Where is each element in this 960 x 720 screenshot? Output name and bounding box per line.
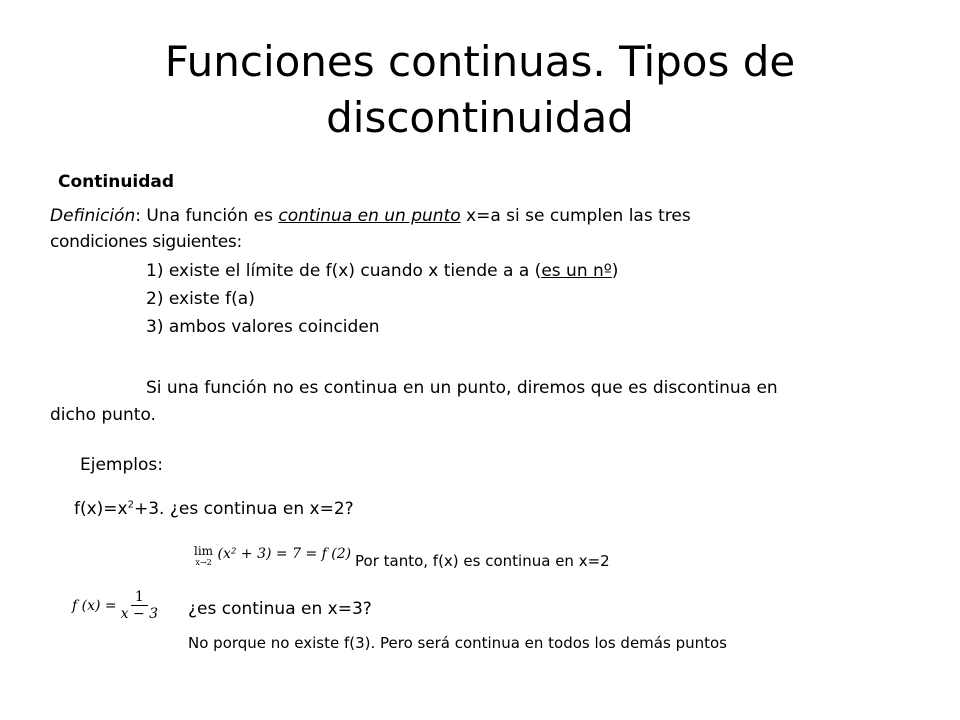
example-2-fx: f (x) = [72,597,117,614]
title-line-1: Funciones continuas. Tipos de [164,37,796,86]
example-1-exponent: 2 [127,499,134,511]
limit-subscript: x→2 [195,558,212,567]
example-2-function [72,589,158,622]
example-1-conclusion: Por tanto, f(x) es continua en x=2 [355,552,610,570]
limit-expression: (x² + 3) = 7 = f (2) [217,546,352,562]
example-2-question: ¿es continua en x=3? [188,599,372,619]
condition-1-close: ) [611,261,619,281]
definition-line-1 [50,204,691,228]
example-1-rest: +3. ¿es continua en x=2? [134,499,354,519]
fraction-denominator: x − 3 [120,606,159,622]
limit-formula [194,546,351,568]
condition-1 [146,259,618,283]
fraction-numerator: 1 [131,589,148,606]
definition-term: continua en un punto [278,206,461,226]
definition-label: Definición [50,206,136,226]
limit-operator [194,546,213,568]
discontinuity-note-line-1: Si una función no es continua en un punto, diremos que es discontinua en [146,378,778,398]
condition-1-text: 1) existe el límite de f(x) cuando x tiende a a ( [146,261,542,281]
definition-line-2: condiciones siguientes: [50,232,242,252]
definition-text-2: x=a si se cumplen las tres [460,206,691,226]
limit-word: lim [194,544,214,558]
title-line-2: discontinuidad [326,93,634,142]
slide-title [0,34,960,146]
definition-text-1: : Una función es [135,206,279,226]
condition-3: 3) ambos valores coinciden [146,317,380,337]
section-heading: Continuidad [58,172,175,192]
condition-2: 2) existe f(a) [146,289,255,309]
example-2-answer: No porque no existe f(3). Pero será continua en todos los demás puntos [188,634,727,652]
discontinuity-note-line-2: dicho punto. [50,405,156,425]
example-2-fraction [121,589,158,622]
example-1-question [74,497,354,521]
condition-1-underlined: es un nº [541,261,612,281]
examples-label: Ejemplos: [80,455,163,475]
example-1-func: f(x)=x [74,499,128,519]
